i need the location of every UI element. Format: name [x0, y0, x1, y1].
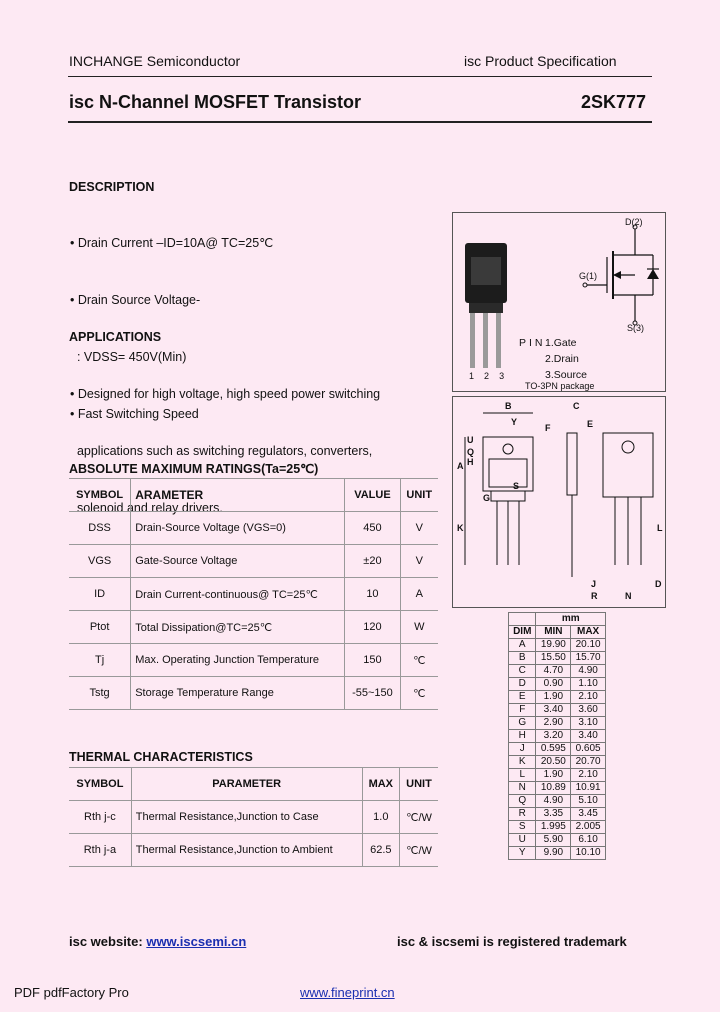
cell-symbol: ID	[69, 578, 131, 611]
dim-cell: 3.60	[571, 704, 606, 717]
drain-label: D(2)	[625, 217, 643, 227]
dim-cell: 0.595	[536, 743, 571, 756]
column-header: ARAMETER	[131, 479, 345, 512]
dim-cell: 4.90	[536, 795, 571, 808]
cell-value: 150	[345, 644, 400, 677]
dimension-table	[508, 612, 606, 860]
cell-symbol: VGS	[69, 545, 131, 578]
dim-row	[509, 639, 606, 652]
dim-label: Y	[511, 417, 518, 427]
dim-cell: 0.90	[536, 678, 571, 691]
package-figure	[452, 212, 666, 392]
column-header: SYMBOL	[69, 768, 131, 801]
dim-row	[509, 730, 606, 743]
website-link[interactable]: www.iscsemi.cn	[146, 934, 247, 949]
dim-unit: mm	[536, 613, 606, 626]
cell-param: Total Dissipation@TC=25℃	[131, 611, 345, 644]
cell-param: Thermal Resistance,Junction to Case	[131, 801, 362, 834]
cell-param: Drain-Source Voltage (VGS=0)	[131, 512, 345, 545]
dim-cell: B	[509, 652, 536, 665]
table-row	[69, 611, 438, 644]
cell-value: 120	[345, 611, 400, 644]
dim-cell: E	[509, 691, 536, 704]
dim-label: N	[625, 591, 632, 601]
dim-row	[509, 847, 606, 860]
dim-blank	[509, 613, 536, 626]
cell-unit: ℃/W	[400, 801, 438, 834]
pin-assignment	[519, 335, 587, 383]
dim-row	[509, 743, 606, 756]
cell-unit: ℃	[400, 644, 438, 677]
cell-param: Drain Current-continuous@ TC=25℃	[131, 578, 345, 611]
dim-cell: 20.70	[571, 756, 606, 769]
description-item: : VDSS= 450V(Min)	[70, 350, 187, 364]
abs-max-table	[69, 478, 438, 710]
dim-label: C	[573, 401, 580, 411]
dim-cell: K	[509, 756, 536, 769]
dim-row	[509, 795, 606, 808]
package-name: TO-3PN package	[525, 381, 595, 391]
dim-cell: Y	[509, 847, 536, 860]
column-header: SYMBOL	[69, 479, 131, 512]
cell-symbol: DSS	[69, 512, 131, 545]
dim-cell: 20.10	[571, 639, 606, 652]
dim-row	[509, 678, 606, 691]
dim-cell: 2.10	[571, 691, 606, 704]
application-line: solenoid and relay drivers.	[70, 501, 223, 515]
title-rule	[68, 121, 652, 123]
cell-value: 10	[345, 578, 400, 611]
dim-label: F	[545, 423, 551, 433]
pin-number: 3	[499, 371, 505, 381]
dim-row	[509, 821, 606, 834]
dim-cell: C	[509, 665, 536, 678]
dim-label: D	[655, 579, 662, 589]
pin-title: PIN	[519, 337, 546, 349]
dim-cell: 2.10	[571, 769, 606, 782]
cell-unit: V	[400, 512, 438, 545]
dim-cell: 10.91	[571, 782, 606, 795]
application-line: • Designed for high voltage, high speed power switching	[70, 387, 381, 401]
dim-label: H	[467, 457, 474, 467]
dim-label: R	[591, 591, 598, 601]
trademark-notice: isc & iscsemi is registered trademark	[397, 934, 627, 949]
dim-cell: 2.90	[536, 717, 571, 730]
cell-unit: V	[400, 545, 438, 578]
dim-row	[509, 834, 606, 847]
dim-label: U	[467, 435, 474, 445]
dim-cell: 10.89	[536, 782, 571, 795]
dim-row	[509, 717, 606, 730]
dim-cell: 5.10	[571, 795, 606, 808]
dim-row	[509, 652, 606, 665]
pin-line: 3.Source	[545, 369, 588, 381]
pin-number: 1	[469, 371, 475, 381]
cell-symbol: Rth j-a	[69, 834, 131, 867]
column-header: UNIT	[400, 479, 438, 512]
thermal-table	[69, 767, 438, 867]
dim-cell: 9.90	[536, 847, 571, 860]
table-row	[69, 644, 438, 677]
dim-label: J	[591, 579, 597, 589]
page-title: isc N-Channel MOSFET Transistor	[69, 92, 362, 112]
pin-numbers	[469, 371, 504, 381]
applications-heading: APPLICATIONS	[69, 330, 162, 344]
dim-cell: 3.10	[571, 717, 606, 730]
dim-cell: R	[509, 808, 536, 821]
dim-cell: U	[509, 834, 536, 847]
dim-label: S	[513, 481, 520, 491]
column-header: PARAMETER	[131, 768, 362, 801]
dim-cell: 3.45	[571, 808, 606, 821]
cell-value: 62.5	[362, 834, 399, 867]
dim-cell: 3.35	[536, 808, 571, 821]
dim-cell: 5.90	[536, 834, 571, 847]
dim-cell: 1.90	[536, 691, 571, 704]
dim-cell: 10.10	[571, 847, 606, 860]
description-item: • Drain Current –ID=10A@ TC=25℃	[70, 236, 274, 250]
dim-cell: 15.70	[571, 652, 606, 665]
source-label: S(3)	[627, 323, 645, 333]
gate-label: G(1)	[579, 271, 597, 281]
dim-cell: 19.90	[536, 639, 571, 652]
table-header-row	[69, 768, 438, 801]
column-header: UNIT	[400, 768, 438, 801]
dim-cell: J	[509, 743, 536, 756]
table-header-row	[69, 479, 438, 512]
application-line: applications such as switching regulators, converters,	[70, 444, 373, 458]
dim-unit-row	[509, 613, 606, 626]
table-row	[69, 578, 438, 611]
dim-row	[509, 808, 606, 821]
dim-cell: D	[509, 678, 536, 691]
cell-unit: A	[400, 578, 438, 611]
dimension-drawing	[452, 396, 666, 608]
cell-value: ±20	[345, 545, 400, 578]
description-heading: DESCRIPTION	[69, 180, 155, 194]
dim-cell: A	[509, 639, 536, 652]
dim-label: G	[483, 493, 491, 503]
cell-param: Max. Operating Junction Temperature	[131, 644, 345, 677]
website-info	[69, 934, 246, 949]
description-item: • Drain Source Voltage-	[70, 293, 201, 307]
table-row	[69, 512, 438, 545]
cell-symbol: Tj	[69, 644, 131, 677]
dim-cell: F	[509, 704, 536, 717]
abs-max-heading: ABSOLUTE MAXIMUM RATINGS(Ta=25℃)	[69, 462, 319, 476]
dim-row	[509, 691, 606, 704]
dim-cell: L	[509, 769, 536, 782]
dim-label: L	[657, 523, 663, 533]
cell-value: -55~150	[345, 677, 400, 710]
dim-cell: S	[509, 821, 536, 834]
dim-cell: 1.995	[536, 821, 571, 834]
column-header: MAX	[362, 768, 399, 801]
cell-symbol: Rth j-c	[69, 801, 131, 834]
pin-line: 1.Gate	[545, 337, 577, 349]
dim-cell: 1.90	[536, 769, 571, 782]
part-number: 2SK777	[581, 92, 647, 112]
dim-label: K	[457, 523, 464, 533]
dim-cell: 4.90	[571, 665, 606, 678]
header-rule	[68, 76, 652, 77]
dim-cell: 3.40	[571, 730, 606, 743]
cell-symbol: Tstg	[69, 677, 131, 710]
table-row	[69, 801, 438, 834]
cell-unit: W	[400, 611, 438, 644]
dim-cell: 1.10	[571, 678, 606, 691]
spec-label: isc Product Specification	[464, 53, 617, 69]
pdf-footer-label: PDF pdfFactory Pro	[14, 985, 129, 1000]
dim-column-header: DIM	[509, 626, 536, 639]
dim-cell: Q	[509, 795, 536, 808]
dim-row	[509, 782, 606, 795]
table-row	[69, 677, 438, 710]
dim-cell: 20.50	[536, 756, 571, 769]
dim-cell: N	[509, 782, 536, 795]
dim-header-row	[509, 626, 606, 639]
cell-value: 450	[345, 512, 400, 545]
cell-symbol: Ptot	[69, 611, 131, 644]
dim-row	[509, 704, 606, 717]
cell-value: 1.0	[362, 801, 399, 834]
dim-cell: 15.50	[536, 652, 571, 665]
dim-cell: 3.40	[536, 704, 571, 717]
website-label: isc website:	[69, 934, 143, 949]
table-row	[69, 545, 438, 578]
dim-cell: 3.20	[536, 730, 571, 743]
dim-column-header: MIN	[536, 626, 571, 639]
cell-unit: ℃	[400, 677, 438, 710]
thermal-heading: THERMAL CHARACTERISTICS	[69, 750, 253, 764]
dim-label: A	[457, 461, 464, 471]
dim-cell: G	[509, 717, 536, 730]
dim-label: E	[587, 419, 594, 429]
pin-line: 2.Drain	[545, 353, 579, 365]
dim-label: B	[505, 401, 512, 411]
table-row	[69, 834, 438, 867]
dim-cell: 4.70	[536, 665, 571, 678]
column-header: VALUE	[345, 479, 400, 512]
cell-param: Thermal Resistance,Junction to Ambient	[131, 834, 362, 867]
pin-number: 2	[484, 371, 490, 381]
dim-label: Q	[467, 447, 475, 457]
dim-column-header: MAX	[571, 626, 606, 639]
dim-row	[509, 769, 606, 782]
dim-cell: 2.005	[571, 821, 606, 834]
dim-row	[509, 665, 606, 678]
company-name: INCHANGE Semiconductor	[69, 53, 241, 69]
cell-param: Gate-Source Voltage	[131, 545, 345, 578]
cell-param: Storage Temperature Range	[131, 677, 345, 710]
dim-cell: 6.10	[571, 834, 606, 847]
description-item: • Fast Switching Speed	[70, 407, 199, 421]
dim-cell: 0.605	[571, 743, 606, 756]
dim-row	[509, 756, 606, 769]
cell-unit: ℃/W	[400, 834, 438, 867]
dim-cell: H	[509, 730, 536, 743]
fineprint-link[interactable]: www.fineprint.cn	[300, 985, 395, 1000]
